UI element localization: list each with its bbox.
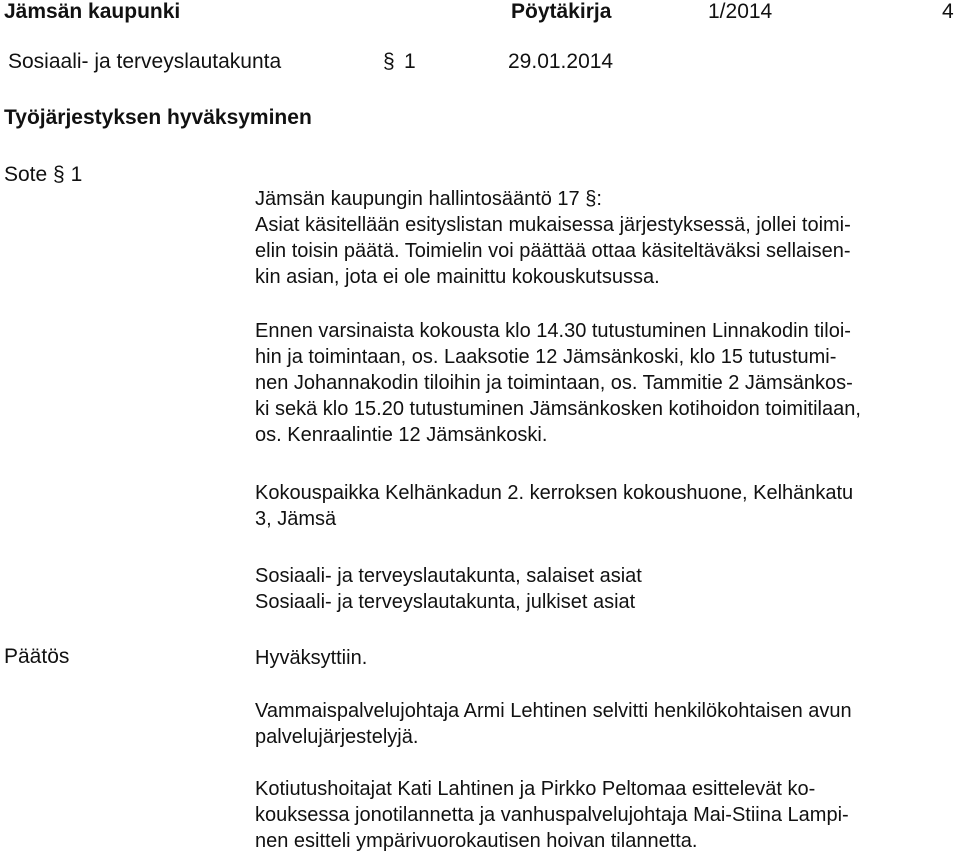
reference-label <box>4 163 82 187</box>
text-line: hin ja toimintaan, os. Laaksotie 12 Jämsänkoski, klo 15 tutustumi- <box>255 346 837 368</box>
text-line: kin asian, jota ei ole mainittu kokouskutsussa. <box>255 266 660 288</box>
text-line: os. Kenraalintie 12 Jämsänkoski. <box>255 424 548 446</box>
text-line: Vammaispalvelujohtaja Armi Lehtinen selvitti henkilökohtaisen avun <box>255 700 852 722</box>
reference-prefix: Sote <box>4 163 48 186</box>
text-line: nen Johannakodin tiloihin ja toimintaan, os. Tammitie 2 Jämsänkos- <box>255 372 853 394</box>
text-line: nen esitteli ympärivuorokautisen hoivan tilannetta. <box>255 830 698 852</box>
text-line: elin toisin päätä. Toimielin voi päättää ottaa käsiteltäväksi sellaisen- <box>255 240 851 262</box>
section-number: 1 <box>404 50 416 73</box>
text-line: Asiat käsitellään esityslistan mukaisessa järjestyksessä, jollei toimi- <box>255 214 851 236</box>
org-name: Jämsän kaupunki <box>4 0 181 23</box>
board-name: Sosiaali- ja terveyslautakunta <box>8 50 282 73</box>
decision-text <box>255 645 367 671</box>
text-line: Hyväksyttiin. <box>255 647 368 669</box>
reference-number: 1 <box>70 163 83 186</box>
agenda-title: Työjärjestyksen hyväksyminen <box>4 106 312 129</box>
text-line: Kokouspaikka Kelhänkadun 2. kerroksen kokoushuone, Kelhänkatu <box>255 482 854 504</box>
page-number: 4 <box>942 0 954 23</box>
paragraph-location <box>255 480 853 532</box>
text-line: Sosiaali- ja terveyslautakunta, salaiset asiat <box>255 565 642 587</box>
decision-paragraph-1 <box>255 698 852 750</box>
paragraph-agenda-parts <box>255 563 642 615</box>
paragraph-visits <box>255 318 861 448</box>
text-line: kouksessa jonotilannetta ja vanhuspalvelujohtaja Mai-Stiina Lampi- <box>255 804 849 826</box>
decision-paragraph-2 <box>255 776 849 854</box>
decision-label: Päätös <box>4 645 70 668</box>
section-sign: § <box>383 50 395 73</box>
text-line: Sosiaali- ja terveyslautakunta, julkiset asiat <box>255 591 636 613</box>
doc-number: 1/2014 <box>708 0 773 23</box>
meeting-date: 29.01.2014 <box>508 50 614 73</box>
text-line: ki sekä klo 15.20 tutustuminen Jämsänkosken kotihoidon toimitilaan, <box>255 398 861 420</box>
text-line: 3, Jämsä <box>255 508 337 530</box>
text-line: palvelujärjestelyjä. <box>255 726 419 748</box>
reference-sign: § <box>53 163 65 186</box>
text-line: Ennen varsinaista kokousta klo 14.30 tutustuminen Linnakodin tiloi- <box>255 320 851 342</box>
paragraph-rules <box>255 186 851 290</box>
text-line: Kotiutushoitajat Kati Lahtinen ja Pirkko Peltomaa esittelevät ko- <box>255 778 816 800</box>
text-line: Jämsän kaupungin hallintosääntö 17 §: <box>255 188 602 210</box>
doc-type: Pöytäkirja <box>511 0 612 23</box>
